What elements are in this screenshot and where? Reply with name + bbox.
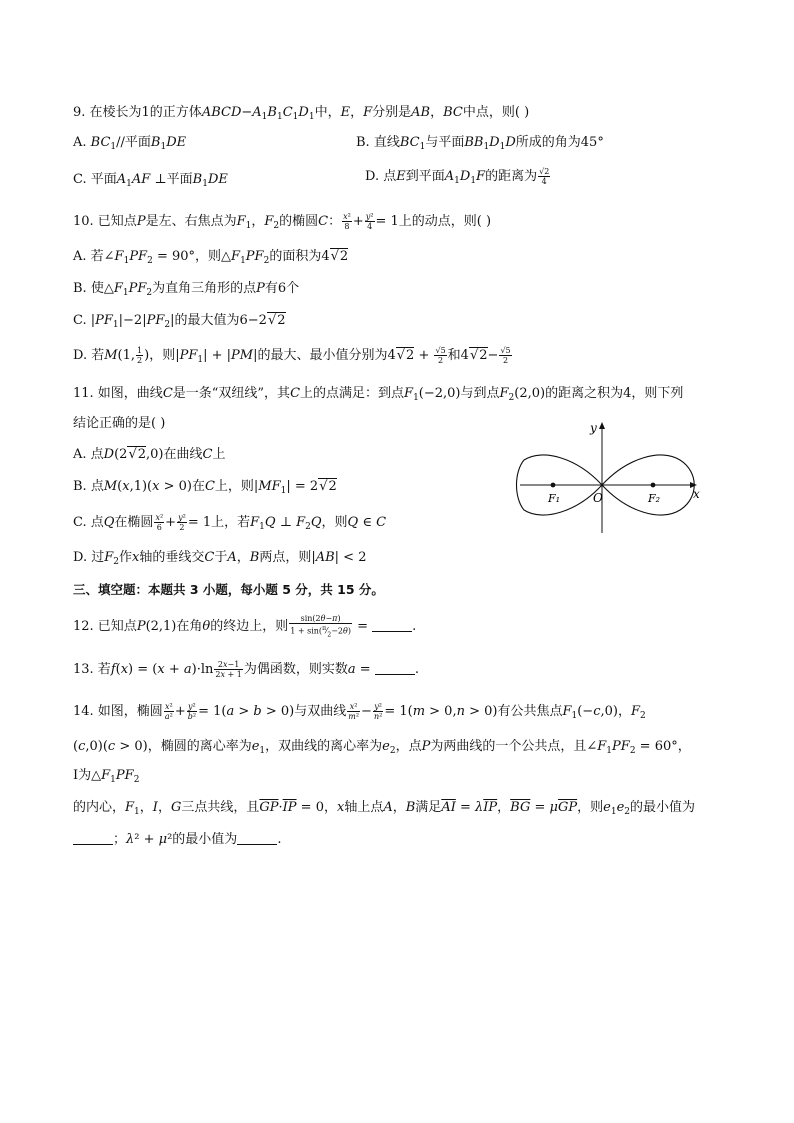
q9-option-a: A. $BC_1//$平面$B_1DE$ [73, 135, 187, 152]
coordinate-axes [520, 422, 697, 533]
q13: 13. 若f(x) = (x + a)·ln $\frac{2x-1}{2x + 1}$ 为偶函数，则实数a = . [73, 660, 419, 679]
lemniscate-figure [515, 418, 705, 538]
q14-line1: 14. 如图，椭圆 $\frac{\text{x²}}{\text{a²}}$ + $\frac{\text{y²}}{\text{b²}}$ = 1(a > b > 0)与双曲线 $\frac{\text{x²}}{\text{m²}}$ − $\frac{\text{y²}}{\text{n²}}$ = 1(m > 0,n > 0)有公共焦点$F_1(-c,0)$，$F_2$ [73, 702, 646, 721]
q10-option-d: D. 若M(1, $\frac{1}{2}$ )，则$|PF_1| + |PM|$的最大、最小值分别为4 √ 2 + $\frac{√5}{2}$ 和4 √ 2− $\frac{√5}{2}$ [73, 346, 513, 369]
q14-line5: ；λ² + μ²的最小值为 . [73, 831, 281, 849]
q9-stem: 9. 在棱长为1的正方体$ABCD-A_1B_1C_1D_1$中，E，F分别是AB，BC中点，则( ) [73, 105, 530, 122]
focus-f1-point [551, 483, 556, 488]
f1-label: F₁ [548, 492, 561, 505]
q9-option-b: B. 直线$BC_1$与平面$BB_1D_1D$所成的角为45° [356, 135, 604, 152]
q11-option-c: C. 点Q在椭圆 $\frac{\text{x²}}{6}$ + $\frac{\text{y²}}{2}$ = 1上，若$F_1Q$ ⊥ $F_2Q$，则Q ∈ C [73, 513, 387, 532]
f2-label: F₂ [648, 492, 661, 505]
q14-line3: I为$\triangle F_1PF_2$ [73, 768, 140, 785]
y-axis-label: y [590, 421, 597, 435]
q9-option-c: C. 平面$A_1AF$ ⊥平面$B_1DE$ [73, 172, 228, 189]
q11-option-b: B. 点M(x,1)(x > 0)在C上，则$|MF_1| = 2$ √ 2 [73, 478, 337, 500]
q10-stem: 10. 已知点P是左、右焦点为$F_1$，$F_2$的椭圆C： $\frac{\text{x²}}{8}$ + $\frac{\text{y²}}{4}$ = 1上的动点，则( ) [73, 212, 492, 231]
q10-option-b: B. 使$\triangle F_1PF_2$为直角三角形的点P有6个 [73, 281, 300, 298]
q14-line4: 的内心，$F_1$，I，G三点共线，且$\overline{GP}\cdot\overline{IP} = 0$，x轴上点A，B满足$\overline{AI} = \lambda\overline{IP}$，$\overline{BG} = \mu\overline{GP}$，则$e_1e_2$的最小值为 [73, 800, 696, 817]
q11-stem-line2: 结论正确的是( ) [73, 416, 166, 431]
focus-f2-point [651, 483, 656, 488]
q14-line2: (c,0)(c > 0)，椭圆的离心率为$e_1$，双曲线的离心率为$e_2$，点P为两曲线的一个公共点，且$\angle F_1PF_2 = 60^\circ$， [73, 739, 691, 756]
q10-option-a: A. 若$\angle F_1PF_2 = 90^\circ$，则$\triangle F_1PF_2$的面积为4 √ 2 [73, 248, 348, 270]
origin-label: O [593, 491, 603, 505]
section-3-heading: 三、填空题：本题共 3 小题，每小题 5 分，共 15 分。 [73, 582, 384, 597]
q11-option-a: A. 点D(2 √ 2,0)在曲线C上 [73, 446, 225, 464]
q11-stem-line1: 11. 如图，曲线C是一条“双纽线”，其C上的点满足：到点$F_1(-2,0)$与到点$F_2(2,0)$的距离之积为4，则下列 [73, 386, 684, 403]
x-axis-label: x [693, 487, 700, 501]
q10-option-c: C. $|PF_1|-2|PF_2|$的最大值为6−2 √ 2 [73, 312, 286, 334]
q9-option-d: D. 点E到平面$A_1D_1F$的距离为 $\frac{√2}{4}$ [365, 167, 550, 186]
q12: 12. 已知点P(2,1)在角θ的终边上，则 $\frac{\sin(2\theta-\pi)}{1 + \sin(^\pi⁄_2-2\theta)}$ = . [73, 614, 417, 639]
q11-option-d: D. 过$F_2$作x轴的垂线交C于A，B两点，则|AB| < 2 [73, 550, 367, 567]
